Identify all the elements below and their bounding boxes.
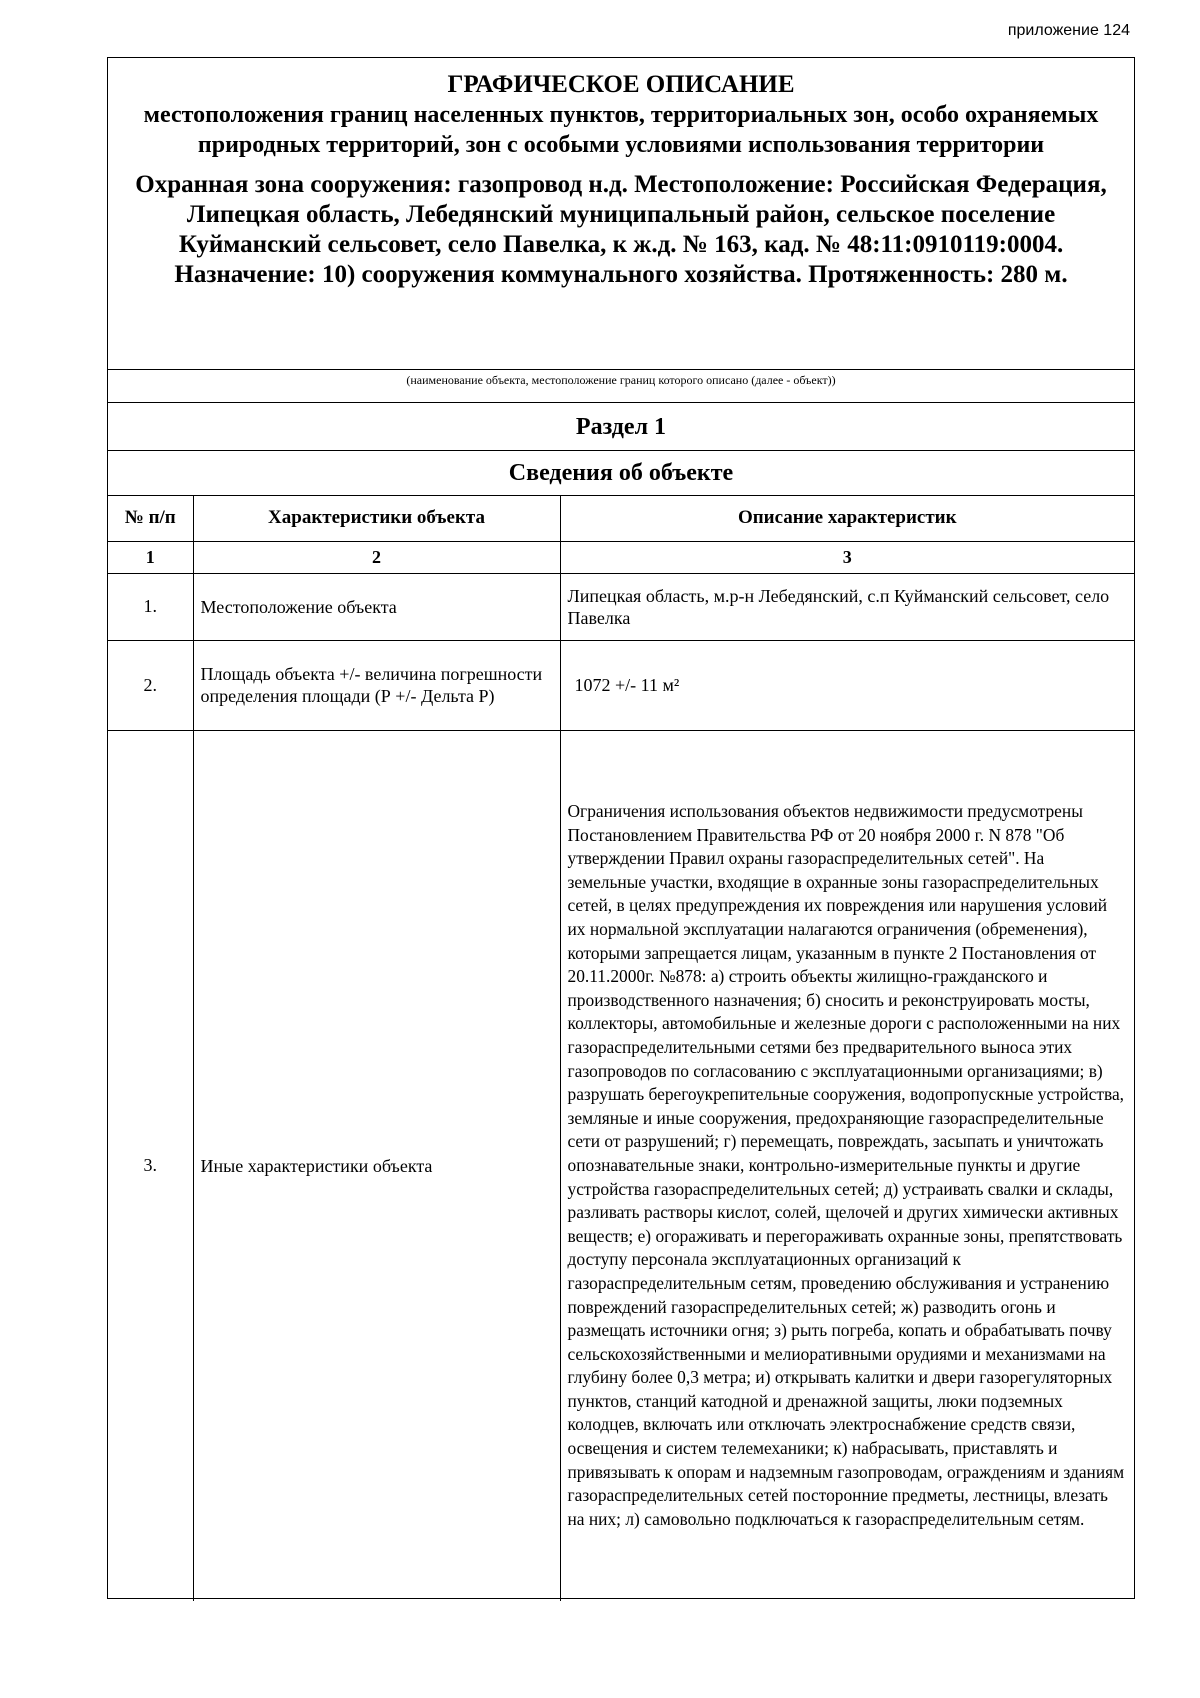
column-number-row (108, 541, 1134, 573)
table-row (108, 573, 1134, 640)
document-frame (107, 57, 1135, 1599)
column-number: 2 (193, 541, 560, 573)
document-subtitle: местоположения границ населенных пунктов, территориальных зон, особо охраняемых природных территорий, зон с особыми условиями использования территории (143, 102, 1099, 158)
row-characteristic: Местоположение объекта (193, 573, 560, 640)
row-value: Липецкая область, м.р-н Лебедянский, с.п Куйманский сельсовет, село Павелка (560, 573, 1134, 640)
object-description: Охранная зона сооружения: газопровод н.д. Местоположение: Российская Федерация, Липецкая область, Лебедянский муниципальный район, сельское поселение Куйманский сельсовет, село Павелка, к ж.д. № 163, кад. № 48:11:0910119:0004. Назначение: 10) сооружения коммунального хозяйства. Протяженность: 280 м. (135, 171, 1107, 288)
column-number: 1 (108, 541, 193, 573)
table-row (108, 640, 1134, 730)
column-header-description: Описание характеристик (560, 496, 1134, 541)
document-title: ГРАФИЧЕСКОЕ ОПИСАНИЕ (447, 71, 795, 98)
appendix-label: приложение 124 (1007, 22, 1130, 39)
column-header-characteristic: Характеристики объекта (193, 496, 560, 541)
row-value: 1072 +/- 11 м² (560, 640, 1134, 730)
row-characteristic: Иные характеристики объекта (193, 730, 560, 1601)
object-info-table (108, 496, 1134, 1601)
column-header-number: № п/п (108, 496, 193, 541)
row-number: 3. (143, 1155, 157, 1176)
section-title: Раздел 1 (108, 403, 1134, 451)
column-number: 3 (560, 541, 1134, 573)
section-subtitle: Сведения об объекте (108, 451, 1134, 496)
row-number: 1. (108, 573, 193, 640)
object-caption: (наименование объекта, местоположение границ которого описано (далее - объект)) (108, 370, 1134, 403)
row-number: 2. (108, 640, 193, 730)
table-row (108, 730, 1134, 1601)
table-header-row (108, 496, 1134, 541)
row-value: Ограничения использования объектов недвижимости предусмотрены Постановлением Правительства РФ от 20 ноября 2000 г. N 878 "Об утверждении Правил охраны газораспределительных сетей". На земельные участки, входящие в охранные зоны газораспределительных сетей, в целях предупреждения их повреждения или нарушения условий их нормальной эксплуатации налагаются ограничения (обременения), которыми запрещается лицам, указанным в пункте 2 Постановления от 20.11.2000г. №878: а) строить объекты жилищно-гражданского и производственного назначения; б) сносить и реконструировать мосты, коллекторы, автомобильные и железные дороги с расположенными на них газораспределительными сетями без предварительного выноса этих газопроводов по согласованию с эксплуатационными организациями; в) разрушать берегоукрепительные сооружения, водопропускные устройства, земляные и иные сооружения, предохраняющие газораспределительные сети от разрушений; г) перемещать, повреждать, засыпать и уничтожать опознавательные знаки, контрольно-измерительные пункты и другие устройства газораспределительных сетей; д) устраивать свалки и склады, разливать растворы кислот, солей, щелочей и других химически активных веществ; е) огораживать и перегораживать охранные зоны, препятствовать доступу персонала эксплуатационных организаций к газораспределительным сетям, проведению обслуживания и устранению повреждений газораспределительных сетей; ж) разводить огонь и размещать источники огня; з) рыть погреба, копать и обрабатывать почву сельскохозяйственными и мелиоративными орудиями и механизмами на глубину более 0,3 метра; и) открывать калитки и двери газорегуляторных пунктов, станций катодной и дренажной защиты, люки подземных колодцев, включать или отключать электроснабжение средств связи, освещения и систем телемеханики; к) набрасывать, приставлять и привязывать к опорам и надземным газопроводам, ограждениям и зданиям газораспределительных сетей посторонние предметы, лестницы, влезать на них; л) самовольно подключаться к газораспределительным сетям. (560, 730, 1134, 1601)
document-header (108, 58, 1134, 370)
row-characteristic: Площадь объекта +/- величина погрешности определения площади (Р +/- Дельта Р) (193, 640, 560, 730)
